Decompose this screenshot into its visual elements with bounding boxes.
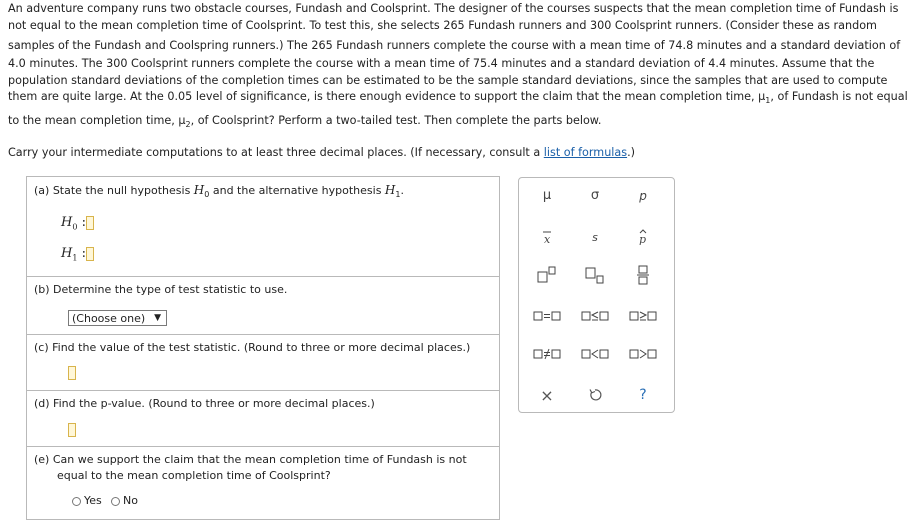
part-a-section bbox=[27, 177, 499, 276]
alt-hypothesis-input[interactable] bbox=[86, 247, 94, 261]
yes-label: Yes bbox=[84, 494, 102, 507]
p-value-input[interactable] bbox=[68, 423, 76, 437]
fraction-button[interactable] bbox=[628, 263, 658, 287]
part-e-text-1: (e) Can we support the claim that the mean completion time of Fundash is not bbox=[34, 453, 467, 466]
less-than-button[interactable] bbox=[580, 342, 610, 366]
not-equal-button[interactable] bbox=[532, 342, 562, 366]
part-c-prompt: (c) Find the value of the test statistic. (Round to three or more decimal places.) bbox=[34, 341, 471, 354]
superscript-icon bbox=[537, 266, 557, 284]
no-label: No bbox=[123, 494, 138, 507]
not-equal-icon bbox=[533, 348, 561, 360]
part-a-end: . bbox=[400, 184, 404, 197]
h1-label: H bbox=[61, 246, 73, 261]
carry-text: Carry your intermediate computations to at least three decimal places. (If necessary, consult a bbox=[8, 146, 544, 159]
fraction-icon bbox=[636, 265, 650, 285]
h1-symbol-sub: 1 bbox=[395, 190, 401, 200]
part-e-section bbox=[27, 446, 499, 520]
close-icon: × bbox=[540, 385, 554, 405]
less-equal-icon bbox=[581, 310, 609, 322]
superscript-button[interactable] bbox=[532, 263, 562, 287]
alt-hypothesis-row bbox=[61, 246, 94, 263]
h1-symbol: H bbox=[384, 183, 396, 197]
h0-label: H bbox=[61, 215, 73, 230]
carry-instruction bbox=[8, 144, 918, 161]
x-bar-button[interactable] bbox=[532, 225, 562, 249]
no-radio[interactable] bbox=[111, 497, 120, 506]
carry-end: .) bbox=[627, 146, 635, 159]
mu2-symbol: μ bbox=[178, 114, 186, 127]
test-statistic-input[interactable] bbox=[68, 366, 76, 380]
line7-text-b: , of Coolsprint? Perform a two-tailed test. Then complete the parts below. bbox=[190, 114, 602, 127]
greater-equal-icon bbox=[629, 310, 657, 322]
part-d-prompt: (d) Find the p-value. (Round to three or more decimal places.) bbox=[34, 397, 375, 410]
equal-icon bbox=[533, 310, 561, 322]
problem-line-6 bbox=[8, 88, 918, 109]
h0-label-sub: 0 bbox=[72, 222, 78, 232]
problem-line-1: An adventure company runs two obstacle courses, Fundash and Coolsprint. The designer of the courses suspects that the mean completion time of Fundash is bbox=[8, 2, 899, 15]
problem-line-2: not equal to the mean completion time of Coolsprint. To test this, she selects 265 Fundash runners and 300 Coolsprint runners. (Consider these as random bbox=[8, 19, 877, 32]
undo-icon bbox=[588, 388, 602, 402]
part-a-mid: and the alternative hypothesis bbox=[209, 184, 385, 197]
part-b-section bbox=[27, 276, 499, 335]
h1-colon: : bbox=[81, 246, 86, 261]
null-hypothesis-input[interactable] bbox=[86, 216, 94, 230]
part-b-prompt: (b) Determine the type of test statistic to use. bbox=[34, 283, 288, 296]
mu1-subscript: 1 bbox=[765, 96, 771, 106]
sigma-button[interactable]: σ bbox=[590, 187, 600, 203]
subscript-button[interactable] bbox=[580, 263, 610, 287]
formulas-link[interactable]: list of formulas bbox=[543, 146, 628, 159]
greater-than-icon bbox=[629, 348, 657, 360]
part-a-prompt bbox=[34, 182, 404, 203]
test-statistic-type-select[interactable] bbox=[68, 310, 167, 326]
p-button[interactable]: p bbox=[639, 189, 647, 203]
svg-text:p: p bbox=[639, 233, 647, 245]
svg-text:x: x bbox=[544, 233, 551, 245]
question-panel bbox=[26, 176, 500, 520]
select-value: (Choose one) bbox=[72, 312, 146, 325]
equal-button[interactable] bbox=[532, 304, 562, 328]
part-e-prompt-1 bbox=[34, 452, 467, 484]
p-hat-button[interactable] bbox=[628, 225, 658, 249]
null-hypothesis-row bbox=[61, 215, 94, 232]
less-equal-button[interactable] bbox=[580, 304, 610, 328]
greater-than-button[interactable] bbox=[628, 342, 658, 366]
part-c-section bbox=[27, 334, 499, 391]
h1-label-sub: 1 bbox=[72, 253, 78, 263]
line6-text-b: , of Fundash is not equal bbox=[770, 90, 908, 103]
help-icon: ? bbox=[639, 387, 647, 403]
h0-symbol-sub: 0 bbox=[204, 190, 210, 200]
h0-colon: : bbox=[81, 215, 86, 230]
symbol-palette bbox=[518, 177, 675, 413]
line7-text-a: to the mean completion time, bbox=[8, 114, 179, 127]
problem-line-4: 4.0 minutes. The 300 Coolsprint runners complete the course with a mean time of 75.4 minutes and a standard deviation of 4.4 minutes. Assume that the bbox=[8, 57, 875, 70]
problem-line-5: population standard deviations of the completion times can be estimated to be the sample standard deviations, since the samples that are used to compute bbox=[8, 74, 888, 87]
part-e-text-2: equal to the mean completion time of Coolsprint? bbox=[57, 469, 331, 482]
chevron-down-icon: ▼ bbox=[154, 313, 161, 323]
yes-radio[interactable] bbox=[72, 497, 81, 506]
mu2-subscript: 2 bbox=[185, 120, 191, 130]
x-bar-icon bbox=[540, 229, 554, 245]
part-d-section bbox=[27, 390, 499, 447]
less-than-icon bbox=[581, 348, 609, 360]
help-button[interactable] bbox=[628, 383, 658, 407]
greater-equal-button[interactable] bbox=[628, 304, 658, 328]
mu1-symbol: μ bbox=[758, 90, 766, 103]
part-a-text: (a) State the null hypothesis bbox=[34, 184, 194, 197]
p-hat-icon bbox=[636, 229, 650, 245]
problem-line-7 bbox=[8, 112, 918, 133]
subscript-icon bbox=[585, 266, 605, 284]
problem-line-3: samples of the Fundash and Coolspring runners.) The 265 Fundash runners complete the course with a mean time of 74.8 minutes and a standard deviation of bbox=[8, 39, 901, 52]
clear-button[interactable] bbox=[532, 383, 562, 407]
h0-symbol: H bbox=[193, 183, 205, 197]
s-button[interactable]: s bbox=[592, 230, 598, 244]
undo-button[interactable] bbox=[580, 383, 610, 407]
mu-button[interactable]: μ bbox=[542, 187, 552, 203]
line6-text-a: them are quite large. At the 0.05 level of significance, is there enough evidence to support the claim that the mean completion time, bbox=[8, 90, 759, 103]
